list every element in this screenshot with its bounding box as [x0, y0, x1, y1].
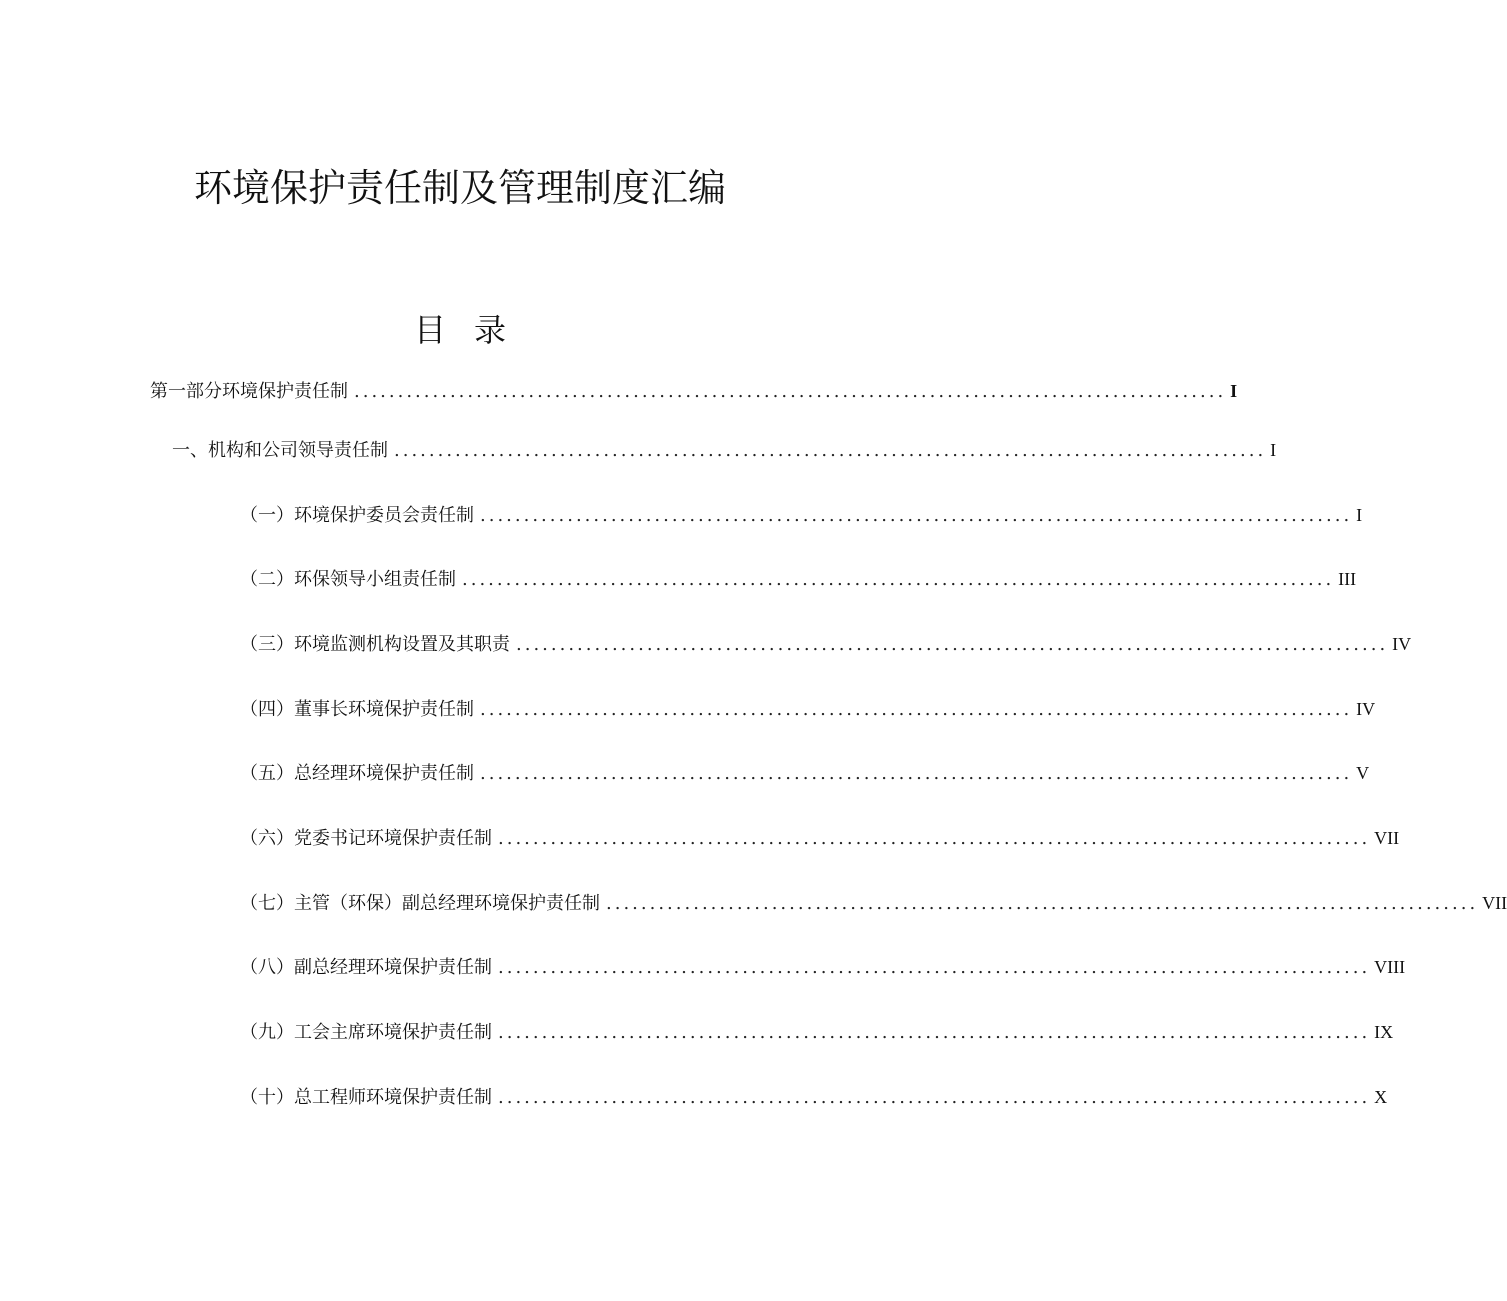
dot-leader: ....................................................................................................: [498, 1087, 1371, 1108]
toc-entry-text: （五）总经理环境保护责任制: [240, 763, 474, 784]
toc-entry-item-2[interactable]: [240, 565, 1357, 594]
document-title: 环境保护责任制及管理制度汇编: [193, 166, 726, 210]
dot-leader: ....................................................................................................: [516, 634, 1389, 655]
toc-entry-text: （六）党委书记环境保护责任制: [240, 828, 492, 849]
dot-leader: ....................................................................................................: [354, 381, 1227, 402]
toc-heading: [0, 306, 920, 354]
dot-leader: ....................................................................................................: [480, 699, 1353, 720]
dot-leader: ....................................................................................................: [498, 1022, 1371, 1043]
dot-leader: ....................................................................................................: [498, 957, 1371, 978]
toc-entry-section-1[interactable]: [172, 436, 1277, 465]
toc-page-number: VII: [1482, 893, 1507, 913]
dot-leader: ....................................................................................................: [606, 893, 1479, 914]
toc-entry-text: （一）环境保护委员会责任制: [240, 505, 474, 526]
toc-entry-item-5[interactable]: [240, 759, 1370, 788]
toc-page-number: IX: [1374, 1022, 1394, 1042]
dot-leader: ....................................................................................................: [480, 763, 1353, 784]
toc-heading-char-2: 录: [474, 311, 507, 349]
toc-entry-item-8[interactable]: [240, 953, 1406, 982]
dot-leader: ....................................................................................................: [394, 440, 1267, 461]
toc-entry-text: （四）董事长环境保护责任制: [240, 699, 474, 720]
toc-page-number: IV: [1392, 634, 1412, 654]
toc-entry-item-4[interactable]: [240, 695, 1376, 724]
toc-page-number: I: [1230, 381, 1238, 401]
toc-entry-item-3[interactable]: [240, 630, 1412, 659]
toc-entry-item-9[interactable]: [240, 1018, 1394, 1047]
toc-page-number: IV: [1356, 699, 1376, 719]
toc-entry-item-7[interactable]: [240, 889, 1507, 918]
dot-leader: ....................................................................................................: [462, 569, 1335, 590]
toc-entry-text: （九）工会主席环境保护责任制: [240, 1022, 492, 1043]
toc-page-number: III: [1338, 569, 1357, 589]
toc-entry-text: （八）副总经理环境保护责任制: [240, 957, 492, 978]
toc-entry-item-6[interactable]: [240, 824, 1400, 853]
toc-entry-text: 第一部分环境保护责任制: [150, 381, 348, 402]
toc-entry-item-10[interactable]: [240, 1083, 1388, 1112]
toc-entry-text: （二）环保领导小组责任制: [240, 569, 456, 590]
toc-entry-text: （七）主管（环保）副总经理环境保护责任制: [240, 893, 600, 914]
toc-entry-text: 一、机构和公司领导责任制: [172, 440, 388, 461]
toc-entry-part-1[interactable]: [150, 377, 1238, 406]
toc-entry-text: （三）环境监测机构设置及其职责: [240, 634, 510, 655]
toc-page-number: VIII: [1374, 957, 1406, 977]
toc-page-number: I: [1270, 440, 1277, 460]
toc-heading-char-1: 目: [413, 311, 446, 349]
toc-entry-text: （十）总工程师环境保护责任制: [240, 1087, 492, 1108]
toc-page-number: VII: [1374, 828, 1400, 848]
toc-page-number: X: [1374, 1087, 1388, 1107]
toc-page-number: I: [1356, 505, 1363, 525]
toc-page-number: V: [1356, 763, 1370, 783]
dot-leader: ....................................................................................................: [498, 828, 1371, 849]
dot-leader: ....................................................................................................: [480, 505, 1353, 526]
toc-entry-item-1[interactable]: [240, 501, 1363, 530]
